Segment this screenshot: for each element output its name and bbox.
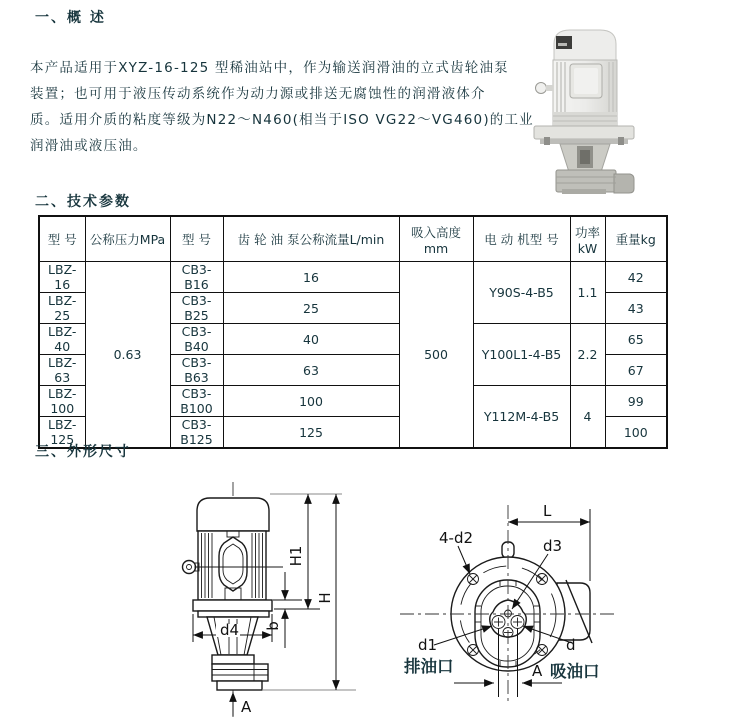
top-view-drawing	[392, 483, 624, 721]
cell-pump: CB3-B63	[170, 355, 223, 386]
cell-motor: Y112M-4-B5	[473, 386, 570, 449]
cell-model: LBZ-40	[39, 324, 85, 355]
cell-flow: 100	[223, 386, 399, 417]
dim-label-d4: d4	[220, 621, 240, 639]
table-row	[39, 262, 667, 293]
col-weight: 重量kg	[605, 216, 667, 262]
cell-pressure: 0.63	[85, 262, 170, 449]
col-model: 型 号	[39, 216, 85, 262]
section-overview-heading: 一、概 述	[35, 10, 106, 26]
overview-line: 本产品适用于XYZ-16-125 型稀油站中，作为输送润滑油的立式齿轮油泵	[30, 60, 509, 76]
dim-label-b: b	[264, 621, 282, 631]
cell-weight: 67	[605, 355, 667, 386]
cell-pump: CB3-B100	[170, 386, 223, 417]
side-view-drawing	[150, 478, 380, 721]
overview-line: 润滑油或液压油。	[30, 138, 148, 154]
col-flow: 齿 轮 油 泵公称流量L/min	[223, 216, 399, 262]
power-label: 功率	[574, 224, 600, 240]
table-header-row	[39, 216, 667, 262]
cell-motor: Y90S-4-B5	[473, 262, 570, 324]
cell-flow: 25	[223, 293, 399, 324]
drain-port-label: 排油口	[404, 657, 454, 676]
spec-table	[38, 215, 668, 449]
cell-model: LBZ-125	[39, 417, 85, 449]
cell-pump: CB3-B125	[170, 417, 223, 449]
cell-model: LBZ-16	[39, 262, 85, 293]
cell-flow: 40	[223, 324, 399, 355]
cell-model: LBZ-100	[39, 386, 85, 417]
col-pressure: 公称压力MPa	[85, 216, 170, 262]
cell-flow: 125	[223, 417, 399, 449]
cell-power: 2.2	[570, 324, 605, 386]
cell-flow: 63	[223, 355, 399, 386]
overview-paragraph	[30, 55, 535, 159]
dim-label-l: L	[543, 502, 552, 520]
product-photo	[528, 24, 640, 194]
cell-weight: 42	[605, 262, 667, 293]
dim-label-h: H	[316, 592, 334, 604]
cell-model: LBZ-25	[39, 293, 85, 324]
cell-pump: CB3-B16	[170, 262, 223, 293]
cell-weight: 43	[605, 293, 667, 324]
cell-model: LBZ-63	[39, 355, 85, 386]
overview-line: 质。适用介质的粘度等级为N22～N460(相当于ISO VG22～VG460)的工业	[30, 112, 534, 128]
motor-outline	[183, 498, 284, 600]
power-unit: kW	[577, 240, 598, 256]
dim-label-a: A	[241, 698, 252, 716]
col-suction: 吸入高度mm	[399, 216, 473, 262]
dim-label-4-d2: 4-d2	[439, 529, 474, 547]
section-dimensions-heading: 三、外形尺寸	[35, 444, 131, 460]
suction-port-label: 吸油口	[550, 662, 600, 681]
section-specs-heading: 二、技术参数	[35, 194, 131, 210]
cell-power: 1.1	[570, 262, 605, 324]
cell-weight: 65	[605, 324, 667, 355]
dim-label-d1: d1	[418, 636, 438, 654]
cell-flow: 16	[223, 262, 399, 293]
cell-weight: 100	[605, 417, 667, 449]
cell-motor: Y100L1-4-B5	[473, 324, 570, 386]
cell-power: 4	[570, 386, 605, 449]
dim-label-d3: d3	[543, 537, 563, 555]
col-power	[570, 216, 605, 262]
dim-label-h1: H1	[287, 545, 305, 567]
eyebolt	[183, 561, 196, 574]
cell-pump: CB3-B40	[170, 324, 223, 355]
overview-line: 装置；也可用于液压传动系统作为动力源或排送无腐蚀性的润滑液体介	[30, 86, 486, 102]
pump-motor-photo	[534, 30, 634, 194]
pump-body	[212, 655, 268, 690]
cell-weight: 99	[605, 386, 667, 417]
dim-label-a: A	[532, 662, 543, 680]
cell-pump: CB3-B25	[170, 293, 223, 324]
col-motor: 电 动 机型 号	[473, 216, 570, 262]
dim-label-d: d	[566, 636, 576, 654]
cell-suction: 500	[399, 262, 473, 449]
col-pump-model: 型 号	[170, 216, 223, 262]
